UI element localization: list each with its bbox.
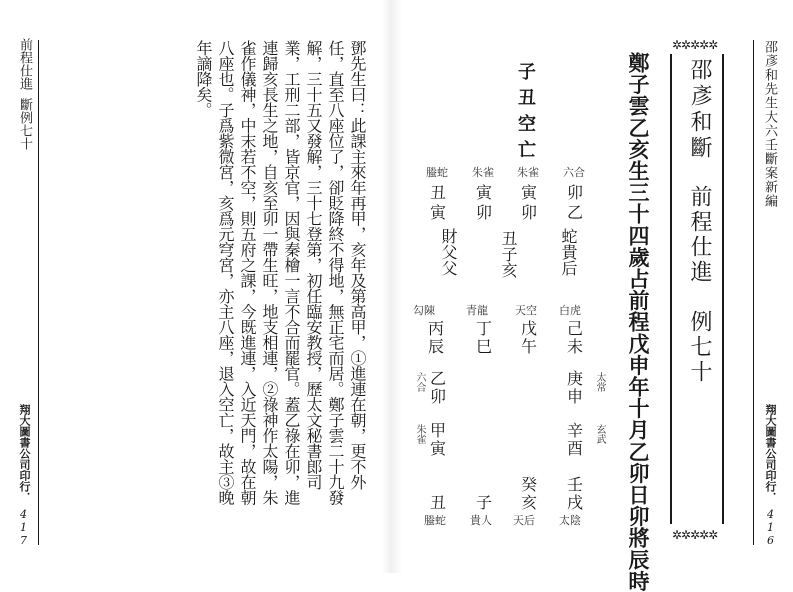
plate-stem: 戊 [521, 319, 540, 338]
plate-branch: 午 [521, 337, 540, 356]
plate-general: 太陰 [559, 514, 581, 527]
title-ornament-top: ✲✲✲✲✲ [672, 38, 718, 52]
publisher: 翔大圖書公司印行． [18, 404, 31, 503]
plate-branch: 酉 [567, 439, 586, 458]
plate-branch: 卯 [430, 387, 449, 406]
lesson-bottom-branch: 卯 [476, 203, 495, 222]
page-gutter [382, 0, 402, 573]
running-head-rule [38, 40, 39, 545]
page-title: 邵彥和斷 [687, 58, 712, 162]
plate-stem: 壬 [567, 475, 586, 494]
case-title: 前程仕進 例七十 [687, 185, 712, 385]
title-ornament-bottom: ✲✲✲✲✲ [672, 528, 718, 542]
plate-general: 六合 [414, 372, 425, 392]
relations-column: 財父父 [439, 228, 458, 276]
lesson-top-branch: 卯 [567, 183, 586, 202]
lesson-bottom-branch: 卯 [521, 203, 540, 222]
plate-general: 天后 [513, 514, 535, 527]
lesson-general: 朱雀 [517, 166, 539, 179]
page-number: 417 [17, 508, 30, 547]
lesson-general: 螣蛇 [426, 166, 448, 179]
plate-general: 勾陳 [413, 304, 435, 317]
lesson-general: 六合 [563, 166, 585, 179]
plate-stem: 乙 [430, 369, 449, 388]
lesson-general: 朱雀 [472, 166, 494, 179]
plate-stem: 庚 [567, 369, 586, 388]
body-column: 雀作儀神，中末若不空，則五府之課，今既進連，入近天門，故在朝 [238, 40, 257, 505]
body-column: 連歸亥長生之地，自亥至卯一帶生旺，地支相連，②祿神作太陽，朱 [260, 40, 279, 505]
body-column: 業，工刑二部，皆京官，因與秦檜一言不合而罷官。蓋乙祿在卯，進 [282, 40, 301, 505]
plate-stem: 辛 [567, 421, 586, 440]
plate-stem: 己 [567, 319, 586, 338]
body-column: 鄧先生曰：此課主來年再甲，亥年及第高甲，①進連在朝，更不外 [348, 40, 367, 490]
plate-general: 太常 [594, 372, 605, 392]
plate-branch: 巳 [476, 337, 495, 356]
body-column: 解，三十五又發解，三十七登第，初任臨安教授，歷太文秘書郎司 [304, 40, 323, 490]
lesson-bottom-branch: 乙 [567, 203, 586, 222]
page-number: 416 [764, 508, 777, 547]
book-title: 邵彥和先生大六壬斷案新編 [762, 40, 777, 208]
plate-general: 朱雀 [414, 424, 425, 444]
lesson-top-branch: 寅 [521, 183, 540, 202]
lesson-top-branch: 丑 [430, 183, 449, 202]
branches-column: 丑子亥 [499, 230, 518, 278]
title-box-left [670, 54, 672, 524]
plate-branch: 申 [567, 387, 586, 406]
body-column: 年謫降矣。 [194, 40, 213, 118]
body-column: 任，直至八座位了，卻貶降終不得地，無正宅而居。鄭子雲二十九發 [326, 40, 345, 505]
running-head: 前程仕進 [17, 38, 32, 90]
publisher: 翔大圖書公司印行． [764, 404, 777, 503]
plate-general: 天空 [515, 304, 537, 317]
plate-stem: 甲 [430, 421, 449, 440]
plate-branch: 戌 [567, 493, 586, 512]
plate-stem: 丙 [428, 319, 447, 338]
plate-general: 白虎 [559, 304, 581, 317]
plate-branch: 亥 [521, 493, 540, 512]
generals-column: 蛇貴后 [559, 228, 578, 276]
plate-general: 青龍 [466, 304, 488, 317]
plate-stem: 丁 [476, 319, 495, 338]
example-label: 斷例七十 [17, 98, 32, 150]
plate-general: 螣蛇 [424, 514, 446, 527]
plate-stem: 癸 [521, 475, 540, 494]
book-title-rule [753, 40, 754, 545]
empty-branches-label: 子丑空亡 [515, 62, 536, 166]
plate-branch: 子 [476, 493, 495, 512]
divination-heading: 鄭子雲乙亥生三十四歲占前程戊申年十月乙卯日卯將辰時 [626, 52, 651, 592]
body-column: 八座也。子爲紫微宮，亥爲元穹宮，亦主八座，退入空亡，故主③晚 [216, 40, 235, 505]
lesson-bottom-branch: 寅 [430, 203, 449, 222]
plate-branch: 辰 [428, 337, 447, 356]
plate-general: 玄武 [594, 424, 605, 444]
plate-branch: 未 [567, 337, 586, 356]
title-box-right [722, 54, 724, 524]
plate-branch: 丑 [430, 493, 449, 512]
plate-general: 貴人 [470, 514, 492, 527]
plate-branch: 寅 [430, 439, 449, 458]
lesson-top-branch: 寅 [476, 183, 495, 202]
